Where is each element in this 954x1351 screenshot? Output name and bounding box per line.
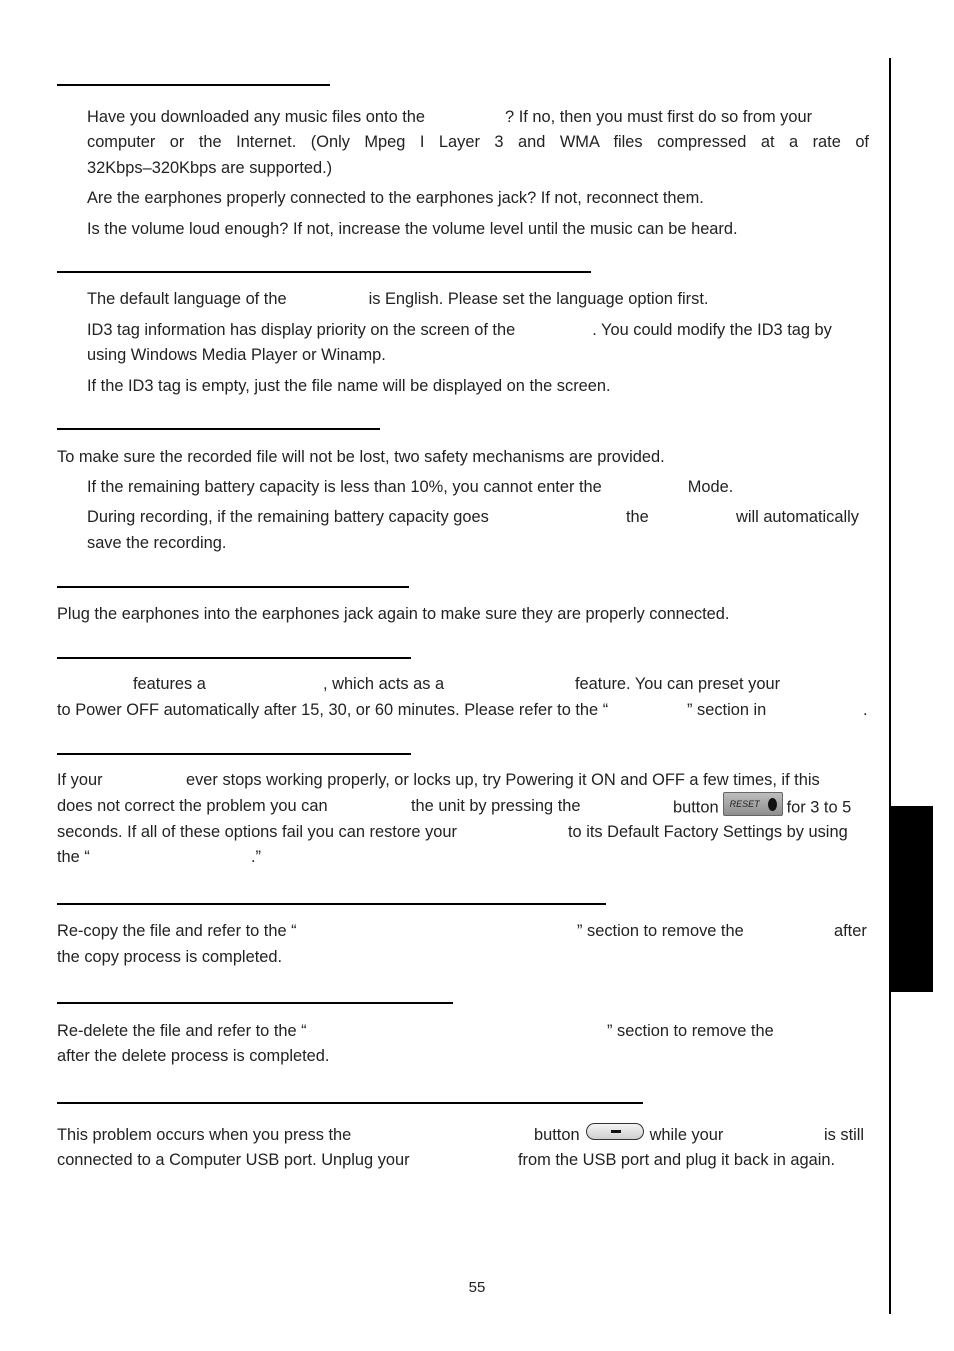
text: while your (649, 1126, 724, 1144)
paragraph-line: feature. You can preset your (575, 675, 781, 693)
paragraph-line: computer or the Internet. (Only Mpeg I Layer 3 and WMA files compressed at a rate of (87, 133, 869, 151)
paragraph-line: ” section in (687, 701, 767, 719)
paragraph-line: to Power OFF automatically after 15, 30, or 60 minutes. Please refer to the “ (57, 701, 609, 719)
paragraph-line: To make sure the recorded file will not be lost, two safety mechanisms are provided. (57, 448, 665, 466)
paragraph-line (87, 320, 832, 340)
text: is English. Please set the language option first. (368, 290, 709, 308)
section-divider (57, 586, 409, 588)
paragraph-line: connected to a Computer USB port. Unplug your (57, 1151, 410, 1169)
paragraph-line: will automatically (736, 508, 859, 526)
reset-label: RESET (729, 799, 760, 809)
paragraph-line (534, 1125, 723, 1145)
text: The default language of the (87, 290, 287, 308)
paragraph-line: does not correct the problem you can (57, 797, 328, 815)
paragraph-line (87, 107, 812, 127)
text: Have you downloaded any music files onto the (87, 108, 426, 126)
paragraph-line: , which acts as a (323, 675, 445, 693)
paragraph-line: ” section to remove the (577, 922, 744, 940)
paragraph-line: using Windows Media Player or Winamp. (87, 346, 386, 364)
paragraph-line: Are the earphones properly connected to the earphones jack? If not, reconnect them. (87, 189, 704, 207)
text: ID3 tag information has display priority on the screen of the (87, 321, 516, 339)
text: During recording, if the remaining battery capacity goes (87, 508, 489, 526)
paragraph-line: If the ID3 tag is empty, just the file name will be displayed on the screen. (87, 377, 611, 395)
paragraph-line: the unit by pressing the (411, 797, 581, 815)
section-divider (57, 753, 411, 755)
minus-button-icon (586, 1123, 644, 1140)
text: Mode. (687, 478, 734, 496)
paragraph-line: seconds. If all of these options fail you can restore your (57, 823, 457, 841)
section-divider (57, 271, 591, 273)
paragraph-line (87, 507, 489, 527)
text: . You could modify the ID3 tag by (592, 321, 832, 339)
paragraph-line: to its Default Factory Settings by using (568, 823, 848, 841)
paragraph-line (87, 289, 708, 309)
paragraph-line: ” section to remove the (607, 1022, 774, 1040)
paragraph-line: Plug the earphones into the earphones jack again to make sure they are properly connected. (57, 605, 730, 623)
paragraph-line: . (863, 701, 868, 719)
paragraph-line: .” (251, 848, 262, 866)
section-side-tab (891, 806, 933, 992)
paragraph-line: If your (57, 771, 103, 789)
text: ? If no, then you must first do so from your (505, 108, 813, 126)
paragraph-line: Re-delete the file and refer to the “ (57, 1022, 307, 1040)
reset-button-icon (723, 792, 783, 816)
paragraph-line: Re-copy the file and refer to the “ (57, 922, 297, 940)
section-divider (57, 84, 330, 86)
paragraph-line: ever stops working properly, or locks up, try Powering it ON and OFF a few times, if this (186, 771, 820, 789)
paragraph-line: the “ (57, 848, 90, 866)
paragraph-line: the (626, 508, 649, 526)
paragraph-line: after the delete process is completed. (57, 1047, 330, 1065)
paragraph-line: from the USB port and plug it back in again. (518, 1151, 836, 1169)
paragraph-line (87, 477, 733, 497)
text: for 3 to 5 (786, 798, 852, 817)
paragraph-line: the copy process is completed. (57, 948, 283, 966)
paragraph-line: after (834, 922, 867, 940)
section-divider (57, 1102, 643, 1104)
text: button (673, 798, 719, 817)
paragraph-line: features a (133, 675, 206, 693)
paragraph-line: 32Kbps–320Kbps are supported.) (87, 159, 333, 177)
paragraph-line (673, 796, 851, 820)
section-divider (57, 903, 606, 905)
paragraph-line: save the recording. (87, 534, 227, 552)
section-divider (57, 657, 411, 659)
right-margin-rule (889, 58, 891, 1314)
section-divider (57, 1002, 453, 1004)
section-divider (57, 428, 380, 430)
page-number: 55 (468, 1279, 486, 1296)
paragraph-line: is still (824, 1126, 865, 1144)
paragraph-line: This problem occurs when you press the (57, 1126, 352, 1144)
paragraph-line: Is the volume loud enough? If not, increase the volume level until the music can be heard. (87, 220, 738, 238)
text: button (534, 1126, 580, 1144)
text: If the remaining battery capacity is less than 10%, you cannot enter the (87, 478, 602, 496)
